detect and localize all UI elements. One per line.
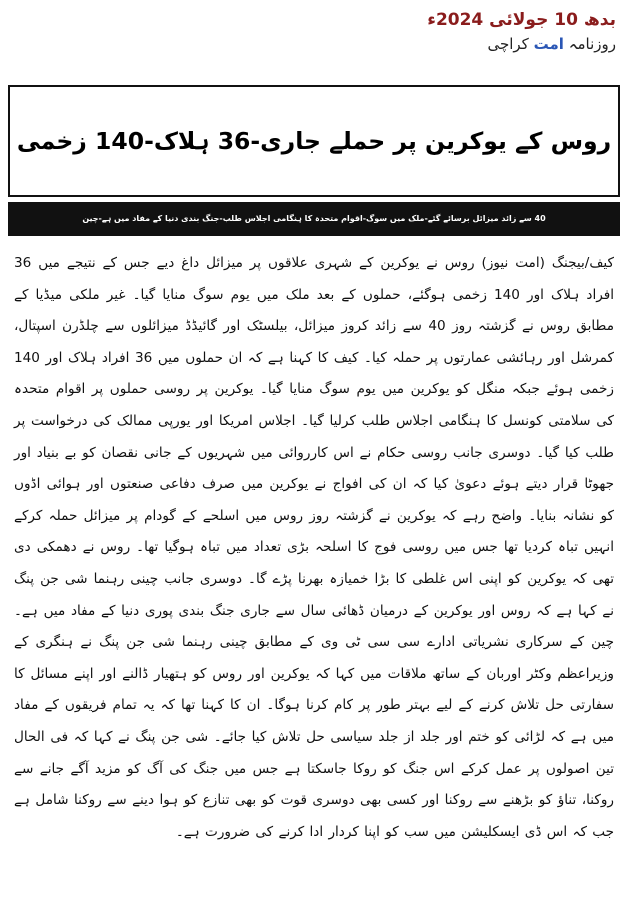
article-body: کیف/بیجنگ (امت نیوز) روس نے یوکرین کے شہری علاقوں پر میزائل داغ دیے جس کے نتیجے میں 36 افراد ہلاک اور 140 زخمی ہوگئے، حملوں کے بعد ملک میں یوم سوگ منایا گیا۔ غیر ملکی میڈیا کے مطابق روس نے گزشتہ روز 40 سے زائد کروز میزائل، بیلسٹک اور گائیڈڈ میزائلوں سے چلڈرن اسپتال، کمرشل اور رہائشی عمارتوں پر حملہ کیا۔ کیف کا کہنا ہے کہ ان حملوں میں 36 افراد ہلاک اور 140 زخمی ہوئے جبکہ منگل کو یوکرین میں یوم سوگ منایا گیا۔ یوکرین پر روسی حملوں پر اقوام متحدہ کی سلامتی کونسل کا ہنگامی اجلاس طلب کرلیا گیا۔ اجلاس امریکا اور یورپی ممالک کی درخواست پر طلب کیا گیا۔ دوسری جانب روسی حکام نے اس کارروائی میں شہریوں کے جانی نقصان کو بے بنیاد اور جھوٹا قرار دیتے ہوئے دعویٰ کیا کہ ان کی افواج نے یوکرین میں صرف دفاعی صنعتوں اور ہوائی اڈوں کو نشانہ بنایا۔ واضح رہے کہ یوکرین نے گزشتہ روز روس میں اسلحے کے گودام پر میزائل حملہ کرکے انہیں تباہ کردیا تھا جس میں روسی فوج کا اسلحہ بڑی تعداد میں تباہ ہوگیا تھا۔ روس نے دھمکی دی تھی کہ یوکرین کو اپنی اس غلطی کا بڑا خمیازہ بھرنا پڑے گا۔ دوسری جانب چینی رہنما شی جن پنگ نے کہا ہے کہ روس اور یوکرین کے درمیان ڈھائی سال سے جاری جنگ بندی پوری دنیا کے مفاد میں ہے۔ چین کے سرکاری نشریاتی ادارے سی سی ٹی وی کے مطابق چینی رہنما شی جن پنگ نے ہنگری کے وزیراعظم وکٹر اوربان کے ساتھ ملاقات میں کہا کہ یوکرین اور روس کو ہتھیار ڈالنے اور اپنے مسائل کا سفارتی حل تلاش کرنے کے لیے بہتر طور پر کام کرنا ہوگا۔ ان کا کہنا تھا کہ یہ تمام فریقوں کے مفاد میں ہے کہ لڑائی کو ختم اور جلد از جلد سیاسی حل تلاش کیا جائے۔ شی جن پنگ نے کہا کہ فی الحال تین اصولوں پر عمل کرکے اس جنگ کو روکا جاسکتا ہے جس میں جنگ کی آگ کو مزید آگے جانے سے روکنا، تناؤ کو بڑھنے سے روکنا اور کسی بھی دوسری قوت کو بھی تنازع کو ہوا دینے سے روکنا شامل ہے جب کہ اس ڈی ایسکلیشن میں سب کو اپنا کردار ادا کرنے کی ضرورت ہے۔ [14,255,614,840]
headline: روس کے یوکرین پر حملے جاری-36 ہلاک-140 زخمی [16,127,612,155]
dateline [316,8,616,56]
publication-source [316,32,616,56]
source-city: کراچی [487,35,529,53]
source-prefix: روزنامہ [568,35,616,53]
headline-box [8,85,620,197]
subheadline-strip: 40 سے زائد میزائل برسائے گئے-ملک میں سوگ-اقوام متحدہ کا ہنگامی اجلاس طلب-جنگ بندی دنیا کے مفاد میں ہے-چین [8,202,620,236]
source-brand: امت [533,35,564,53]
publication-date: بدھ 10 جولائی 2024ء [427,10,616,30]
